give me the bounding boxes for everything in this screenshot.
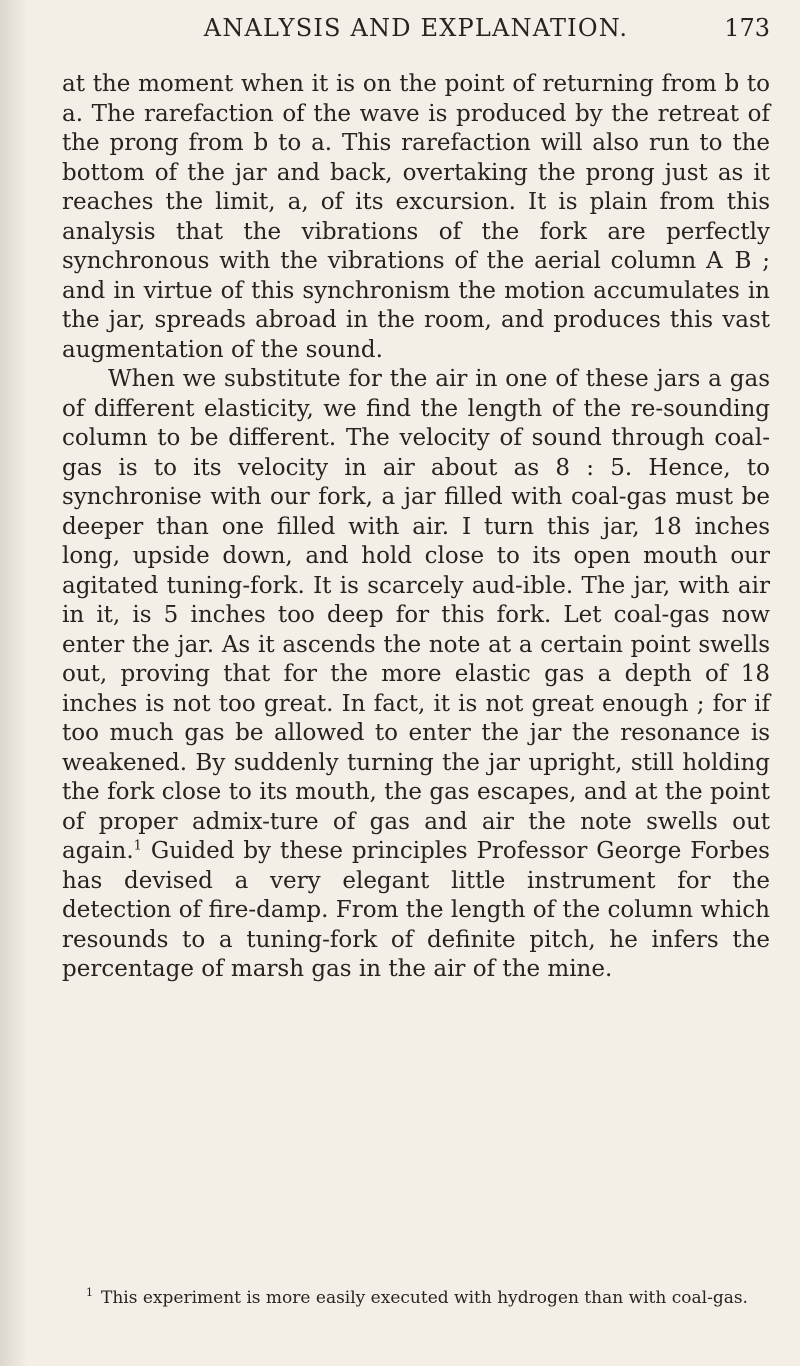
body-text [62, 70, 770, 985]
paragraph-1-text-a: at the moment when it is on the point of returning from b to a. The rarefaction of the wave is produced by the retreat of the prong from b to a. This rarefaction will also run to the bottom of the jar and back, overtaking the prong just as it reaches the limit, a, of its excursion. It is plain from this analysis that the vibrations of the fork are perfectly synchronous with the vibrations of the aerial column [62, 71, 770, 274]
paragraph-1-text-b: ; and in virtue of this synchronism the motion accumulates in the jar, spreads abroad in the room, and produces this vast augmentation of the sound. [62, 248, 771, 363]
running-head [62, 8, 770, 48]
paragraph-2-text-b: Guided by these principles Professor George Forbes has devised a very elegant little instrument for the detection of fire-damp. From the length of the column which resounds to a tuning-fork of definite pitch, he infers the percentage of marsh gas in the air of the mine. [62, 838, 770, 982]
footnote-reference[interactable]: 1 [133, 838, 142, 854]
footnote [62, 1288, 770, 1309]
running-title: ANALYSIS AND EXPLANATION. [203, 14, 629, 42]
paragraph-2 [62, 365, 770, 985]
paragraph-1 [62, 70, 770, 365]
footnote-text: This experiment is more easily executed with hydrogen than with coal-gas. [101, 1288, 748, 1308]
page-number: 173 [724, 14, 770, 42]
paragraph-2-text-a: When we substitute for the air in one of these jars a gas of different elasticity, we find the length of the re-sounding column to be different. The velocity of sound through coal-gas is to its velocity in air about as 8 : 5. Hence, to synchronise with our fork, a jar filled with coal-gas must be deeper than one filled with air. I turn this jar, 18 inches long, upside down, and hold close to its open mouth our agitated tuning-fork. It is scarcely aud-ible. The jar, with air in it, is 5 inches too deep for this fork. Let coal-gas now enter the jar. As it ascends the note at a certain point swells out, proving that for the more elastic gas a depth of 18 inches is not too great. In fact, it is not great enough ; for if too much gas be allowed to enter the jar the resonance is weakened. By suddenly turning the jar upright, still holding the fork close to its mouth, the gas escapes, and at the point of proper admix-ture of gas and air the note swells out again. [62, 366, 770, 864]
binding-shadow [0, 0, 28, 1366]
footnote-mark: 1 [86, 1286, 93, 1300]
aerial-column-label: A B [706, 248, 753, 274]
